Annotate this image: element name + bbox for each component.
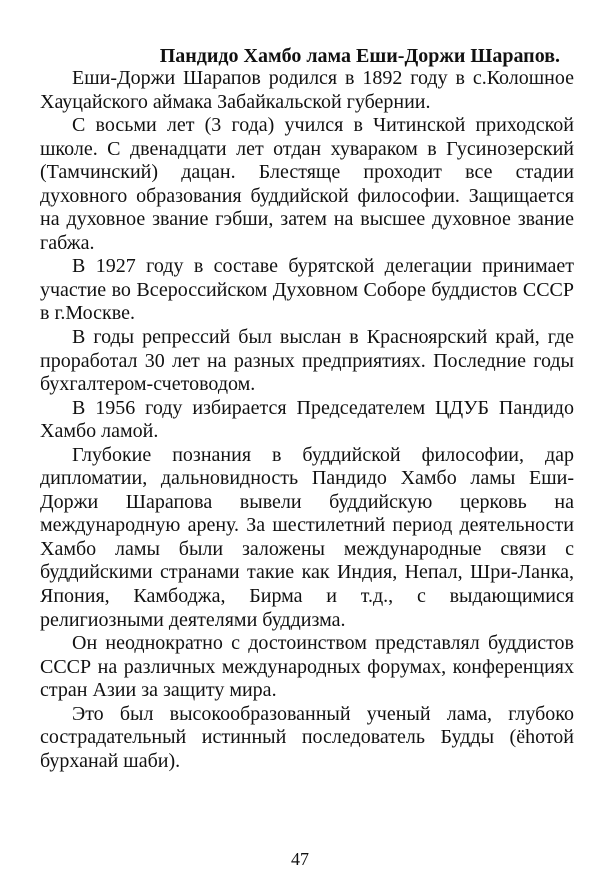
page-number: 47 [291,849,309,869]
paragraph-birth: Еши-Доржи Шарапов родился в 1892 году в с.Колошное Хауцайского аймака Забайкальской губернии. [40,67,574,113]
paragraph-closing: Это был высокообразованный ученый лама, глубоко сострадательный истинный последователь Будды (ёhотой бурханай шаби). [40,702,574,772]
article-body [40,67,574,773]
paragraph-repressions: В годы репрессий был выслан в Красноярский край, где проработал 30 лет на разных предприятиях. Последние годы бухгалтером-счетоводом. [40,326,574,396]
paragraph-1956-election: В 1956 году избирается Председателем ЦДУБ Пандидо Хамбо ламой. [40,396,574,443]
paragraph-forums: Он неоднократно с достоинством представлял буддистов СССР на различных международных форумах, конференциях стран Азии за защиту мира. [40,632,574,702]
paragraph-1927-council: В 1927 году в составе бурятской делегации принимает участие во Всероссийском Духовном Соборе буддистов СССР в г.Москве. [40,255,574,325]
page-title: Пандидо Хамбо лама Еши-Доржи Шарапов. [159,45,560,67]
paragraph-international-relations: Глубокие познания в буддийской философии, дар дипломатии, дальновидность Пандидо Хамбо ламы Еши-Доржи Шарапова вывели буддийскую церковь на международную арену. За шестилетний период деятельности Хамбо ламы были заложены международные связи с буддийскими странами такие как Индия, Непал, Шри-Ланка, Япония, Камбоджа, Бирма и т.д., с выдающимися религиозными деятелями буддизма. [40,443,574,631]
paragraph-education: С восьми лет (3 года) учился в Читинской приходской школе. С двенадцати лет отдан хувараком в Гусинозерский (Тамчинский) дацан. Блестяще проходит все стадии духовного образования буддийской философии. Защищается на духовное звание гэбши, затем на высшее духовное звание габжа. [40,114,574,254]
